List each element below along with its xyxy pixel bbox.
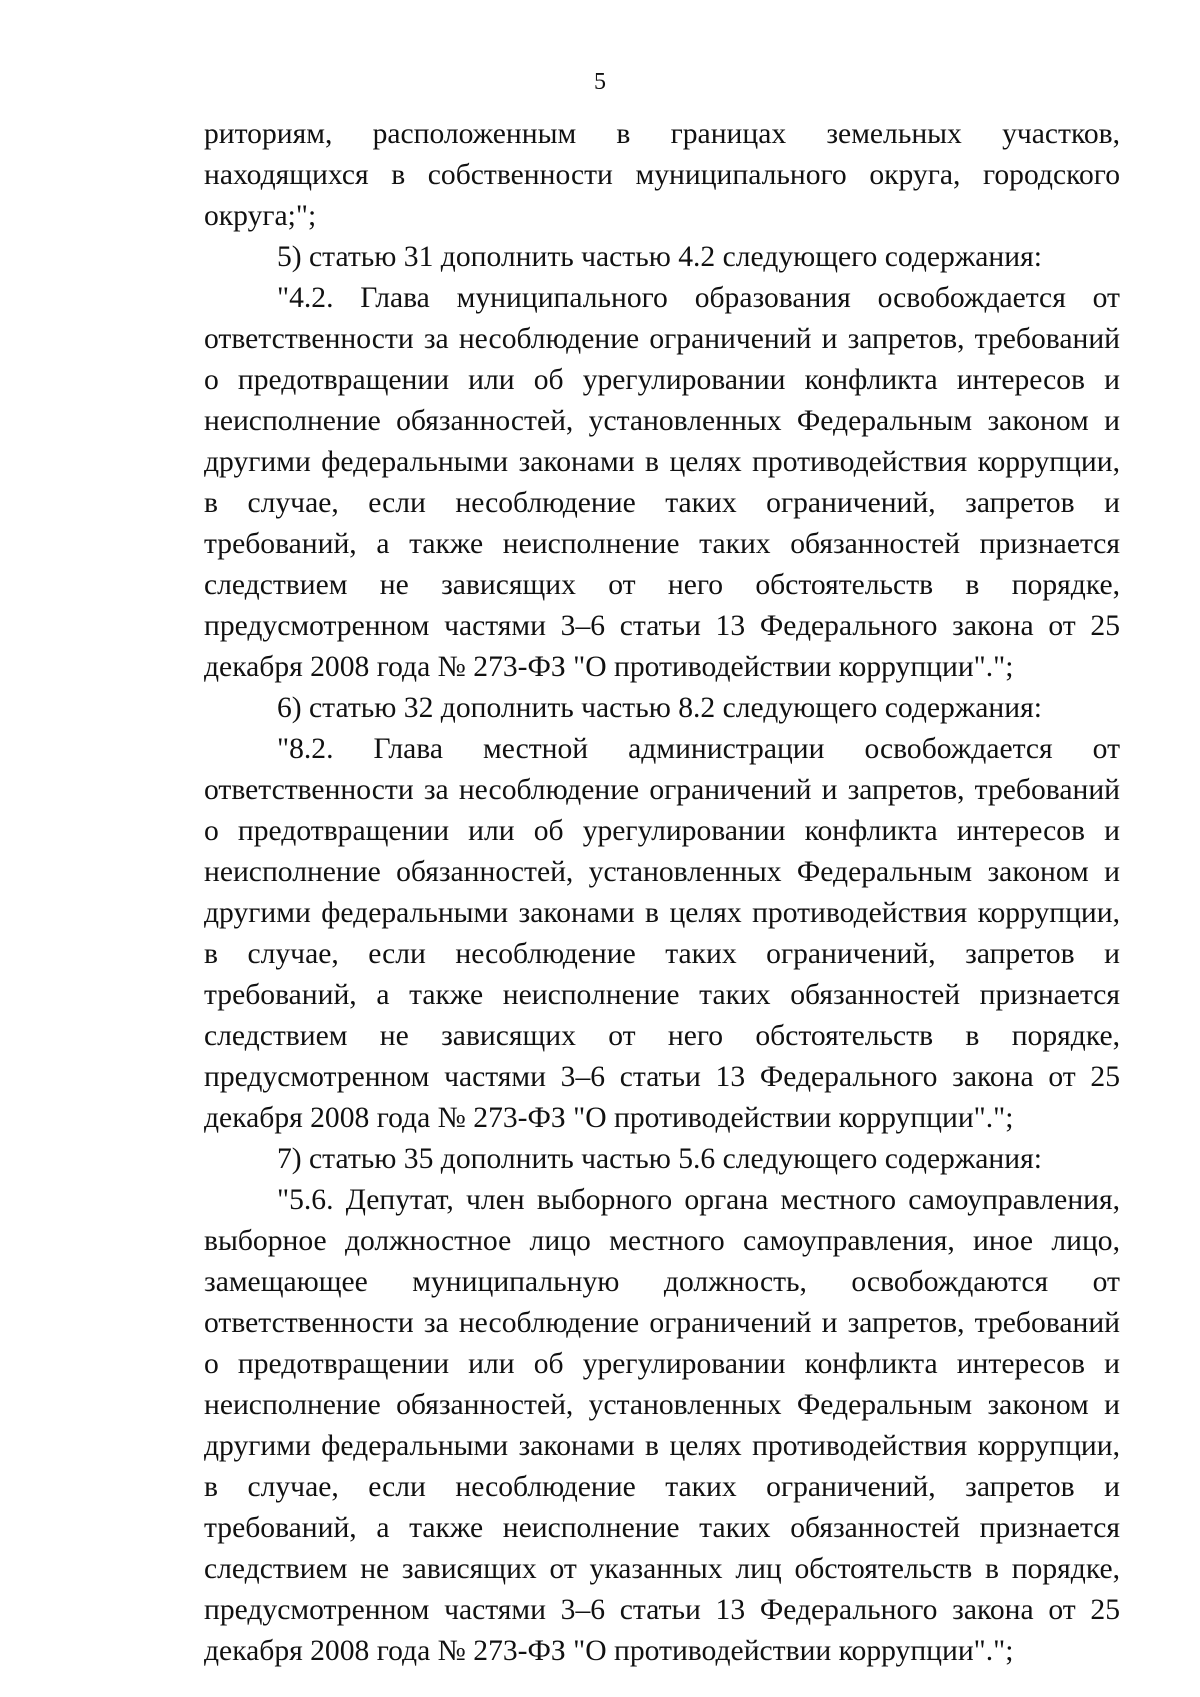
document-body: [204, 114, 1120, 1672]
paragraph-part-4-2: "4.2. Глава муниципального образования освобождается от ответственности за несоблюдение ограничений и запретов, требований о предотвращении или об урегулировании конфликта интересов и неисполнение обязанностей, установленных Федеральным законом и другими федеральными законами в целях противодействия коррупции, в случае, если несоблюдение таких ограничений, запретов и требований, а также неисполнение таких обязанностей признается следствием не зависящих от него обстоятельств в порядке, предусмотренном частями 3–6 статьи 13 Федерального закона от 25 декабря 2008 года № 273-ФЗ "О противодействии коррупции".";: [204, 282, 1120, 683]
paragraph-part-5-6: "5.6. Депутат, член выборного органа местного самоуправления, выборное должностное лицо местного самоуправления, иное лицо, замещающее муниципальную должность, освобождаются от ответственности за несоблюдение ограничений и запретов, требований о предотвращении или об урегулировании конфликта интересов и неисполнение обязанностей, установленных Федеральным законом и другими федеральными законами в целях противодействия коррупции, в случае, если несоблюдение таких ограничений, запретов и требований, а также неисполнение таких обязанностей признается следствием не зависящих от указанных лиц обстоятельств в порядке, предусмотренном частями 3–6 статьи 13 Федерального закона от 25 декабря 2008 года № 273-ФЗ "О противодействии коррупции".";: [204, 1184, 1120, 1667]
paragraph-continuation: риториям, расположенным в границах земельных участков, находящихся в собственности муниципального округа, городского округа;";: [204, 118, 1120, 232]
page-number: 5: [594, 69, 606, 95]
paragraph-part-8-2: "8.2. Глава местной администрации освобождается от ответственности за несоблюдение ограничений и запретов, требований о предотвращении или об урегулировании конфликта интересов и неисполнение обязанностей, установленных Федеральным законом и другими федеральными законами в целях противодействия коррупции, в случае, если несоблюдение таких ограничений, запретов и требований, а также неисполнение таких обязанностей признается следствием не зависящих от него обстоятельств в порядке, предусмотренном частями 3–6 статьи 13 Федерального закона от 25 декабря 2008 года № 273-ФЗ "О противодействии коррупции".";: [204, 733, 1120, 1134]
paragraph-item-5: 5) статью 31 дополнить частью 4.2 следующего содержания:: [277, 241, 1042, 273]
paragraph-item-6: 6) статью 32 дополнить частью 8.2 следующего содержания:: [277, 692, 1042, 724]
paragraph-item-7: 7) статью 35 дополнить частью 5.6 следующего содержания:: [277, 1143, 1042, 1175]
